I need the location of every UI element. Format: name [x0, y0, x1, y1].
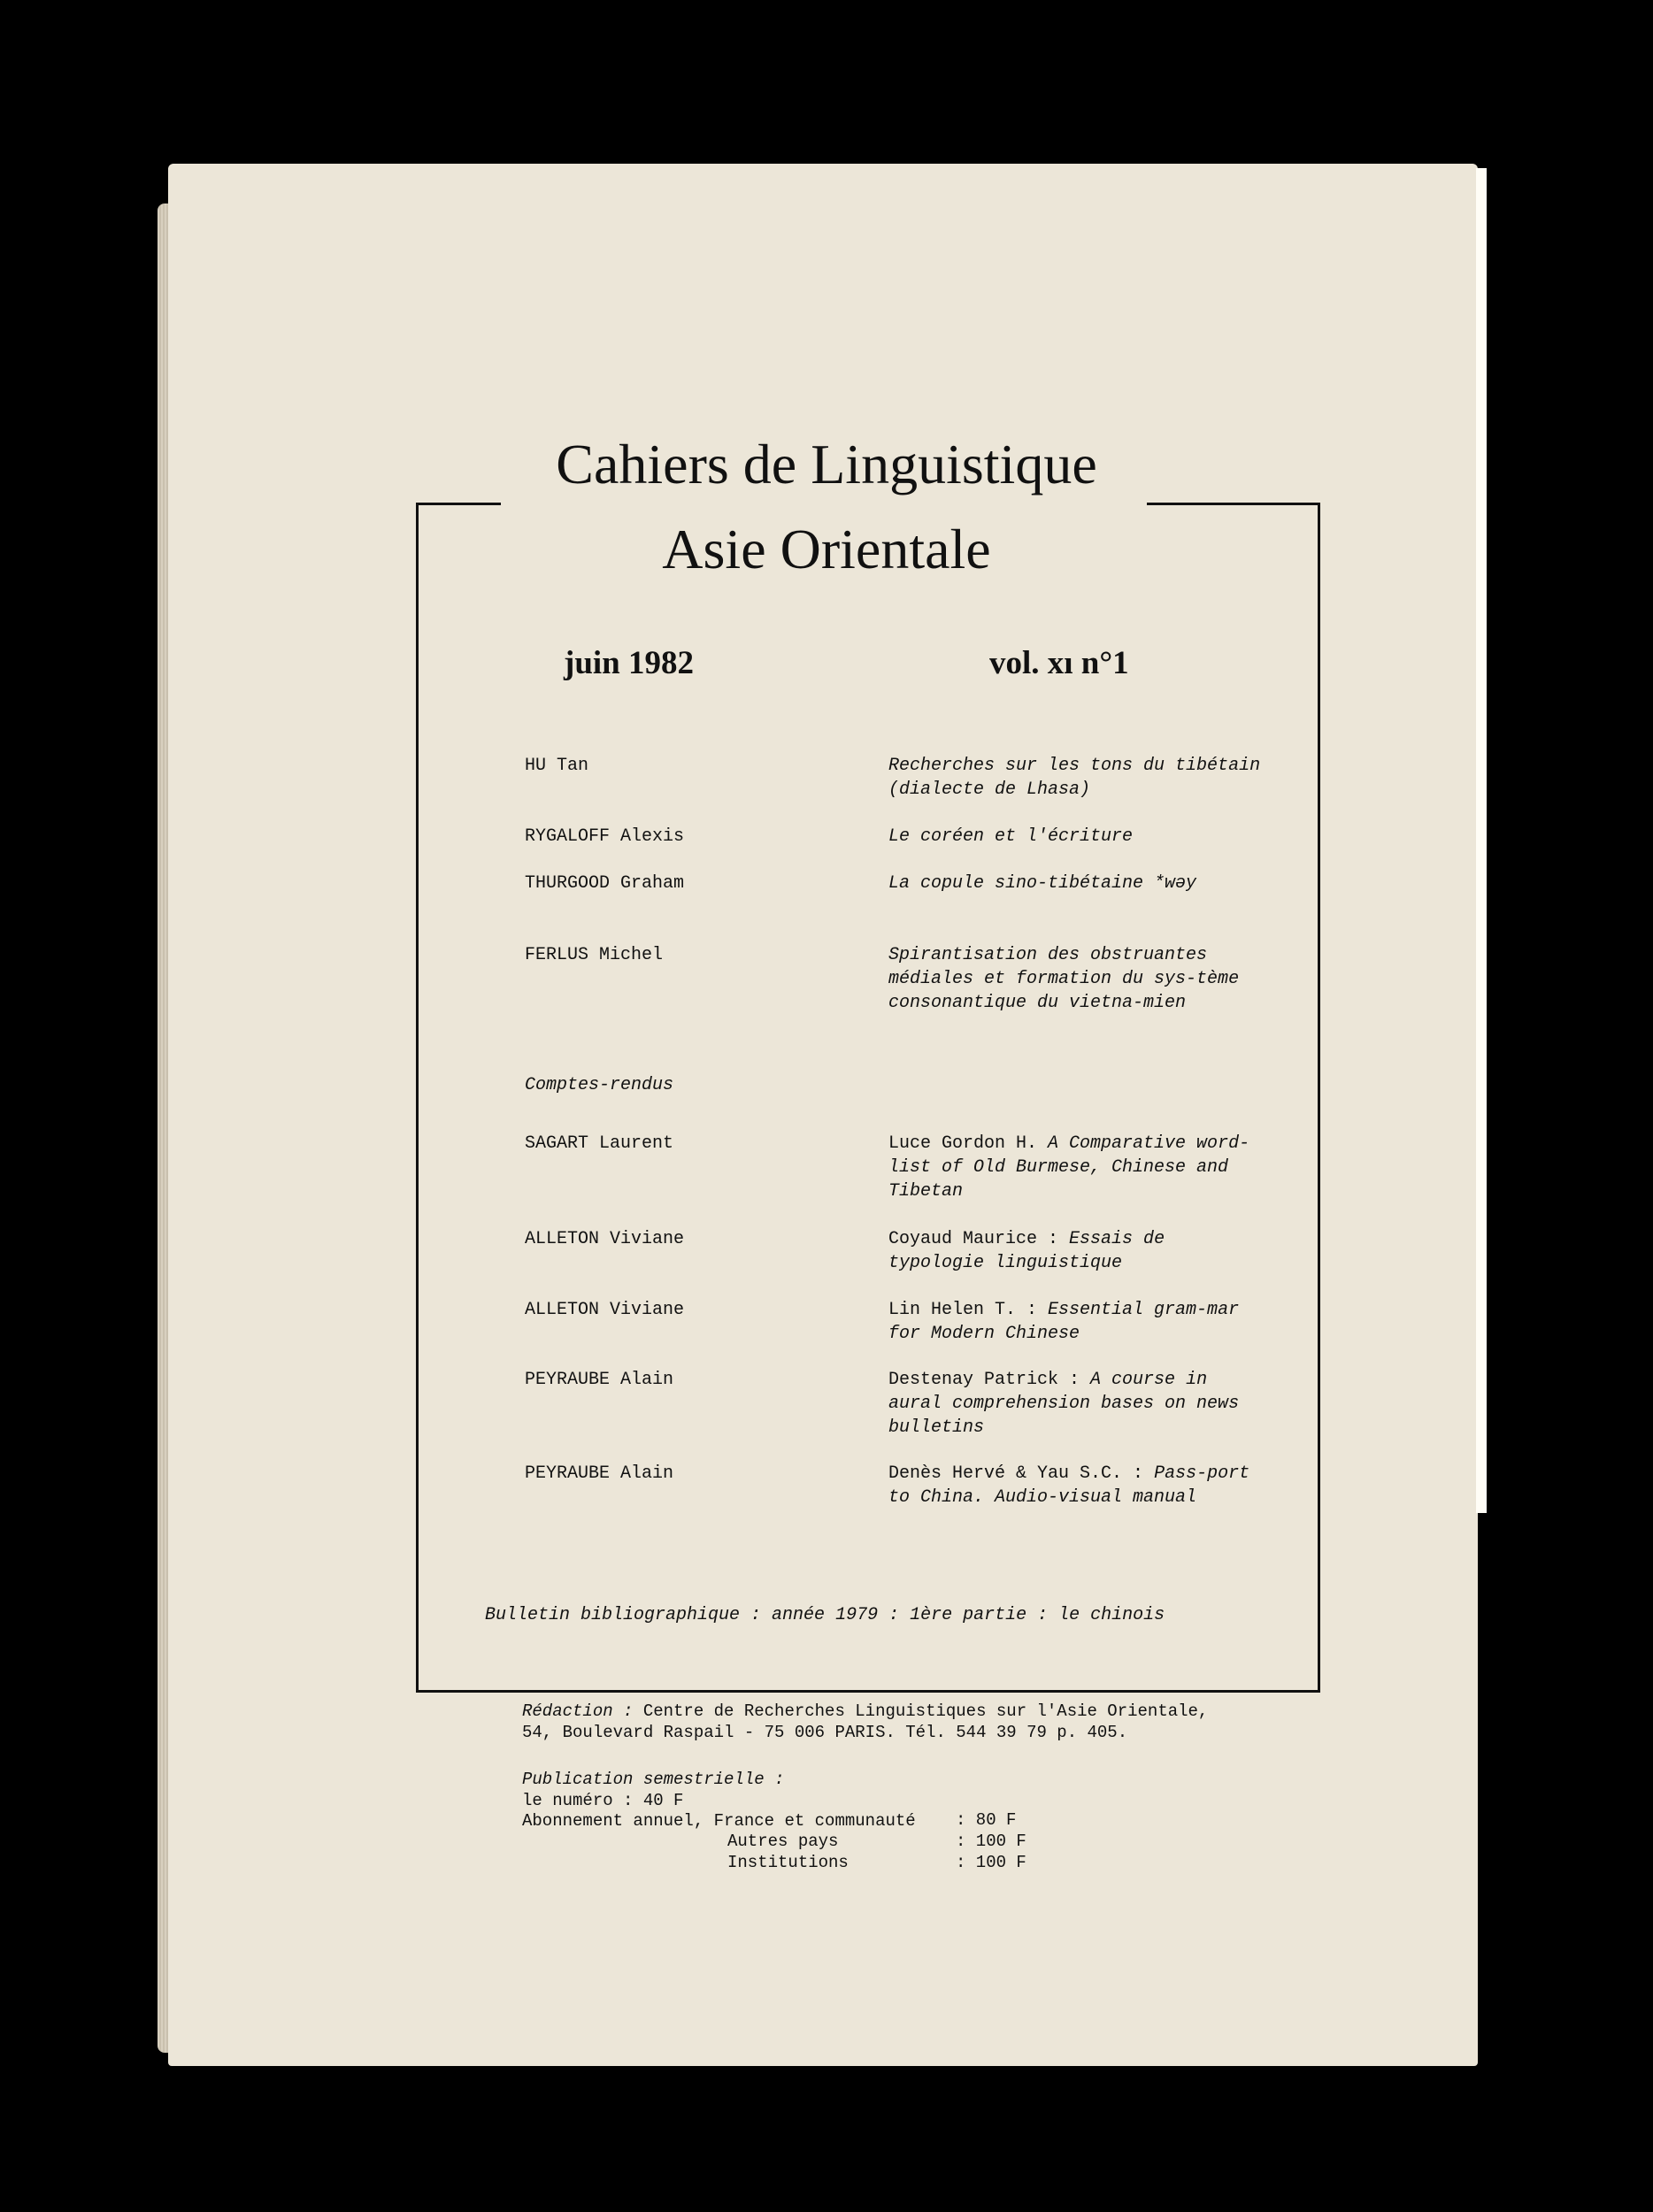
bulletin-line: Bulletin bibliographique : année 1979 : 1ère partie : le chinois [485, 1605, 1165, 1625]
article-author-3: THURGOOD Graham [525, 873, 685, 894]
redaction-line-1: Rédaction : Centre de Recherches Linguistiques sur l'Asie Orientale, [522, 1701, 1209, 1721]
contents-frame [416, 503, 1320, 1693]
autres-label: Autres pays [727, 1832, 839, 1851]
numero-price: le numéro : 40 F [522, 1791, 684, 1810]
institutions-label: Institutions [727, 1853, 849, 1872]
review-title-2: Coyaud Maurice : Essais de typologie linguistique [888, 1229, 1165, 1273]
facing-page-strip [1476, 168, 1487, 1513]
article-author-1: HU Tan [525, 756, 589, 776]
abonnement-label: Abonnement annuel, France et communauté [522, 1811, 916, 1831]
redaction-line-2: 54, Boulevard Raspail - 75 006 PARIS. Tél. 544 39 79 p. 405. [522, 1723, 1128, 1742]
review-author-1: SAGART Laurent [525, 1133, 674, 1154]
review-author-3: ALLETON Viviane [525, 1300, 685, 1320]
autres-price: : 100 F [956, 1832, 1026, 1851]
review-title-5: Denès Hervé & Yau S.C. : Pass-port to China. Audio-visual manual [888, 1463, 1250, 1508]
article-title-2: Le coréen et l'écriture [888, 826, 1134, 847]
journal-title-line2: Asie Orientale [662, 518, 991, 580]
abonnement-price: : 80 F [956, 1810, 1017, 1830]
review-author-5: PEYRAUBE Alain [525, 1463, 674, 1484]
institutions-price: : 100 F [956, 1853, 1026, 1872]
article-author-4: FERLUS Michel [525, 945, 664, 965]
review-title-4: Destenay Patrick : A course in aural comprehension bases on news bulletins [888, 1370, 1240, 1438]
frame-top-left-rule [416, 503, 501, 505]
journal-title-line1: Cahiers de Linguistique [556, 433, 1097, 495]
article-title-3: La copule sino-tibétaine *wəy [888, 873, 1197, 894]
article-title-1: Recherches sur les tons du tibétain (dialecte de Lhasa) [888, 756, 1261, 800]
issue-date: juin 1982 [564, 645, 695, 681]
issue-volume: vol. xı n°1 [989, 645, 1129, 681]
review-author-4: PEYRAUBE Alain [525, 1370, 674, 1390]
article-title-4: Spirantisation des obstruantes médiales et formation du sys-tème consonantique du vietna-mien [888, 945, 1240, 1013]
review-author-2: ALLETON Viviane [525, 1229, 685, 1249]
frame-top-right-rule [1147, 503, 1320, 505]
publication-label: Publication semestrielle : [522, 1770, 785, 1789]
review-title-1: Luce Gordon H. A Comparative word-list of Old Burmese, Chinese and Tibetan [888, 1133, 1250, 1202]
review-title-3: Lin Helen T. : Essential gram-mar for Modern Chinese [888, 1300, 1240, 1344]
reviews-heading: Comptes-rendus [525, 1075, 674, 1095]
article-author-2: RYGALOFF Alexis [525, 826, 685, 847]
